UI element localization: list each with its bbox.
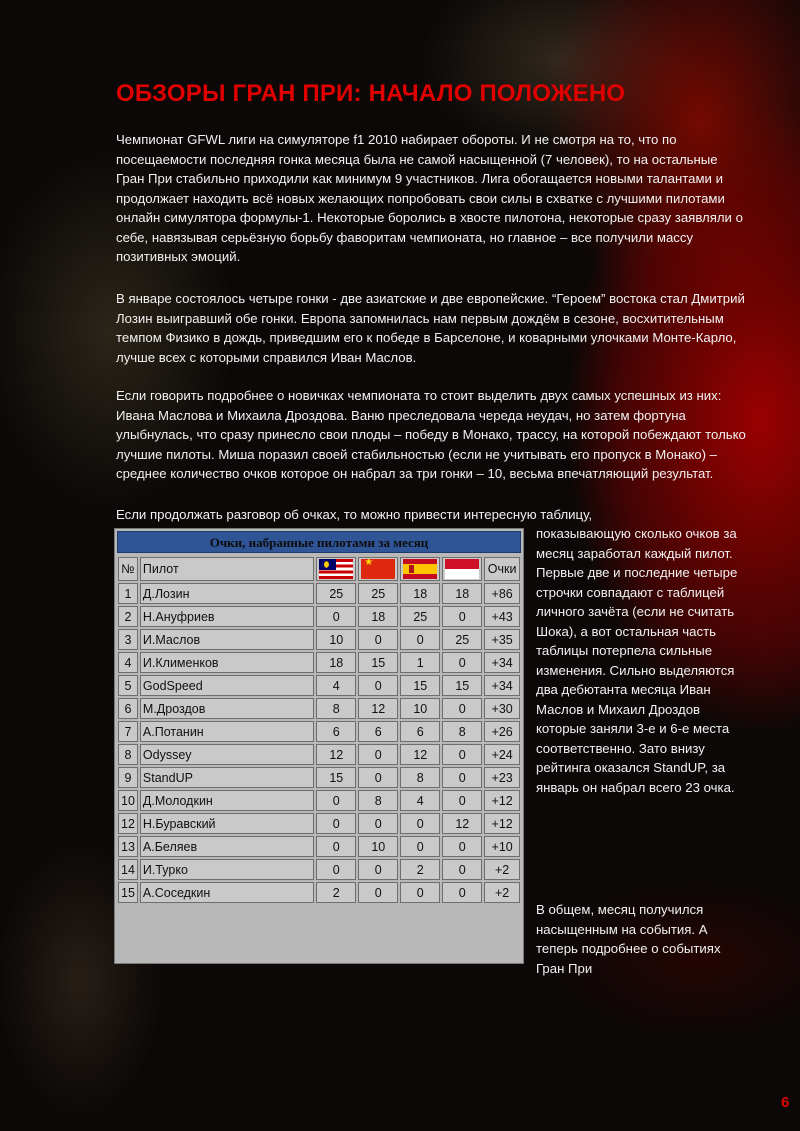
row-total: +10 bbox=[484, 836, 520, 857]
row-num: 12 bbox=[118, 813, 138, 834]
row-total: +26 bbox=[484, 721, 520, 742]
page-title: ОБЗОРЫ ГРАН ПРИ: НАЧАЛО ПОЛОЖЕНО bbox=[116, 80, 626, 107]
row-race-4: 0 bbox=[442, 744, 482, 765]
row-total: +86 bbox=[484, 583, 520, 604]
row-race-1: 2 bbox=[316, 882, 356, 903]
row-num: 4 bbox=[118, 652, 138, 673]
row-race-2: 18 bbox=[358, 606, 398, 627]
row-race-2: 0 bbox=[358, 629, 398, 650]
row-total: +23 bbox=[484, 767, 520, 788]
row-race-2: 0 bbox=[358, 744, 398, 765]
row-pilot: Н.Ануфриев bbox=[140, 606, 314, 627]
row-race-4: 12 bbox=[442, 813, 482, 834]
row-num: 3 bbox=[118, 629, 138, 650]
china-flag-icon bbox=[361, 559, 395, 579]
row-race-4: 25 bbox=[442, 629, 482, 650]
paragraph-3: Если говорить подробнее о новичках чемпионата то стоит выделить двух самых успешных из них: Ивана Маслова и Михаила Дроздова. Ваню преследовала череда неудач, но затем фортуна улыбнулась, что сразу принесло свои плоды – победу в Монако, трассу, на которой побеждают только лучшие пилоты. Миша поразил своей стабильностью (если не учитывать его пропуск в Монако) – среднее количество очков которое он набрал за три гонки – 10, весьма впечатляющий результат. bbox=[116, 388, 746, 481]
row-pilot: Д.Молодкин bbox=[140, 790, 314, 811]
malaysia-flag-icon bbox=[319, 559, 353, 579]
row-race-1: 10 bbox=[316, 629, 356, 650]
row-total: +34 bbox=[484, 652, 520, 673]
row-pilot: М.Дроздов bbox=[140, 698, 314, 719]
row-race-3: 10 bbox=[400, 698, 440, 719]
row-race-1: 6 bbox=[316, 721, 356, 742]
row-race-3: 1 bbox=[400, 652, 440, 673]
header-flag-monaco bbox=[442, 557, 482, 581]
row-race-1: 0 bbox=[316, 813, 356, 834]
row-race-3: 8 bbox=[400, 767, 440, 788]
table-row bbox=[118, 675, 520, 696]
row-race-2: 0 bbox=[358, 813, 398, 834]
row-race-1: 8 bbox=[316, 698, 356, 719]
row-num: 14 bbox=[118, 859, 138, 880]
row-total: +43 bbox=[484, 606, 520, 627]
row-race-3: 0 bbox=[400, 836, 440, 857]
row-race-4: 0 bbox=[442, 836, 482, 857]
page-number: 6 bbox=[781, 1094, 790, 1111]
row-num: 5 bbox=[118, 675, 138, 696]
row-total: +12 bbox=[484, 813, 520, 834]
row-total: +30 bbox=[484, 698, 520, 719]
monaco-flag-icon bbox=[445, 559, 479, 579]
row-race-2: 0 bbox=[358, 859, 398, 880]
row-total: +34 bbox=[484, 675, 520, 696]
table-row bbox=[118, 721, 520, 742]
table-header-row bbox=[118, 557, 520, 581]
row-race-3: 4 bbox=[400, 790, 440, 811]
row-race-2: 6 bbox=[358, 721, 398, 742]
row-race-4: 0 bbox=[442, 790, 482, 811]
row-race-1: 0 bbox=[316, 790, 356, 811]
row-total: +24 bbox=[484, 744, 520, 765]
row-race-4: 0 bbox=[442, 859, 482, 880]
row-pilot: И.Турко bbox=[140, 859, 314, 880]
row-race-1: 12 bbox=[316, 744, 356, 765]
table-row bbox=[118, 652, 520, 673]
row-pilot: А.Беляев bbox=[140, 836, 314, 857]
row-num: 10 bbox=[118, 790, 138, 811]
row-race-1: 0 bbox=[316, 836, 356, 857]
row-race-3: 6 bbox=[400, 721, 440, 742]
row-race-4: 0 bbox=[442, 606, 482, 627]
row-num: 2 bbox=[118, 606, 138, 627]
row-num: 7 bbox=[118, 721, 138, 742]
row-race-2: 0 bbox=[358, 675, 398, 696]
header-pilot: Пилот bbox=[140, 557, 314, 581]
paragraph-1: Чемпионат GFWL лиги на симуляторе f1 2010 набирает обороты. И не смотря на то, что по посещаемости последняя гонка месяца была не самой насыщенной (7 человек), то на остальные Гран При стабильно приходили как минимум 9 участников. Лига обогащается новыми талантами и продолжает находить всё новых желающих попробовать свои силы в схватке с лучшими пилотами онлайн симулятора формулы-1. Некоторые боролись в хвосте пилотона, некоторые сразу заявляли о себе, навязывая серьёзную борьбу фаворитам чемпионата, но главное – все получили массу позитивных эмоций. bbox=[116, 132, 743, 264]
row-num: 1 bbox=[118, 583, 138, 604]
row-pilot: Н.Буравский bbox=[140, 813, 314, 834]
row-race-3: 0 bbox=[400, 882, 440, 903]
table-row bbox=[118, 698, 520, 719]
table-row bbox=[118, 583, 520, 604]
row-pilot: А.Соседкин bbox=[140, 882, 314, 903]
row-race-4: 15 bbox=[442, 675, 482, 696]
table-row bbox=[118, 744, 520, 765]
row-race-1: 15 bbox=[316, 767, 356, 788]
row-race-4: 0 bbox=[442, 698, 482, 719]
row-pilot: StandUP bbox=[140, 767, 314, 788]
row-race-1: 0 bbox=[316, 606, 356, 627]
row-total: +2 bbox=[484, 882, 520, 903]
table-row bbox=[118, 767, 520, 788]
header-flag-malaysia bbox=[316, 557, 356, 581]
row-total: +12 bbox=[484, 790, 520, 811]
row-pilot: И.Маслов bbox=[140, 629, 314, 650]
row-race-4: 0 bbox=[442, 882, 482, 903]
row-race-2: 15 bbox=[358, 652, 398, 673]
table-row bbox=[118, 813, 520, 834]
side-text-1: показывающую сколько очков за месяц заработал каждый пилот. Первые две и последние четыре строчки совпадают с таблицей личного зачёта (если не считать Шока), а вот остальная часть таблицы потерпела сильные изменения. Сильно выделяются два дебютанта месяца Иван Маслов и Михаил Дроздов которые заняли 3-е и 6-е места соответственно. Зато внизу рейтинга оказался StandUP, за январь он набрал всего 23 очка. bbox=[536, 526, 738, 795]
row-pilot: Д.Лозин bbox=[140, 583, 314, 604]
row-race-3: 25 bbox=[400, 606, 440, 627]
table-row bbox=[118, 836, 520, 857]
side-text-2: В общем, месяц получился насыщенным на события. А теперь подробнее о событиях Гран При bbox=[536, 902, 721, 976]
table-row bbox=[118, 882, 520, 903]
row-race-4: 8 bbox=[442, 721, 482, 742]
row-race-1: 4 bbox=[316, 675, 356, 696]
row-pilot: GodSpeed bbox=[140, 675, 314, 696]
row-total: +2 bbox=[484, 859, 520, 880]
table-title: Очки, набранные пилотами за месяц bbox=[117, 531, 521, 553]
row-num: 15 bbox=[118, 882, 138, 903]
row-pilot: А.Потанин bbox=[140, 721, 314, 742]
row-race-4: 0 bbox=[442, 767, 482, 788]
row-race-4: 0 bbox=[442, 652, 482, 673]
header-flag-spain bbox=[400, 557, 440, 581]
spain-flag-icon bbox=[403, 559, 437, 579]
row-num: 8 bbox=[118, 744, 138, 765]
row-race-1: 18 bbox=[316, 652, 356, 673]
row-race-3: 0 bbox=[400, 813, 440, 834]
table-row bbox=[118, 859, 520, 880]
row-race-1: 25 bbox=[316, 583, 356, 604]
table-row bbox=[118, 629, 520, 650]
row-num: 6 bbox=[118, 698, 138, 719]
paragraph-2: В январе состоялось четыре гонки - две азиатские и две европейские. “Героем” востока стал Дмитрий Лозин выигравший обе гонки. Европа запомнилась нам первым дождём в сезоне, восхитительным темпом Физико в дождь, приведшим его к победе в Барселоне, и коварными улочками Монте-Карло, лучше всех с которыми справился Иван Маслов. bbox=[116, 291, 745, 365]
row-race-1: 0 bbox=[316, 859, 356, 880]
row-num: 9 bbox=[118, 767, 138, 788]
row-race-2: 25 bbox=[358, 583, 398, 604]
row-race-3: 2 bbox=[400, 859, 440, 880]
row-pilot: Odyssey bbox=[140, 744, 314, 765]
row-pilot: И.Клименков bbox=[140, 652, 314, 673]
row-race-3: 0 bbox=[400, 629, 440, 650]
paragraph-4: Если продолжать разговор об очках, то можно привести интересную таблицу, bbox=[116, 507, 593, 522]
row-race-3: 15 bbox=[400, 675, 440, 696]
row-race-2: 0 bbox=[358, 882, 398, 903]
row-num: 13 bbox=[118, 836, 138, 857]
points-table bbox=[114, 528, 524, 964]
header-num: № bbox=[118, 557, 138, 581]
row-race-3: 12 bbox=[400, 744, 440, 765]
table-row bbox=[118, 790, 520, 811]
header-flag-china bbox=[358, 557, 398, 581]
row-race-2: 8 bbox=[358, 790, 398, 811]
row-race-2: 10 bbox=[358, 836, 398, 857]
row-total: +35 bbox=[484, 629, 520, 650]
header-points: Очки bbox=[484, 557, 520, 581]
row-race-2: 12 bbox=[358, 698, 398, 719]
row-race-3: 18 bbox=[400, 583, 440, 604]
points-grid bbox=[116, 555, 522, 905]
row-race-2: 0 bbox=[358, 767, 398, 788]
table-row bbox=[118, 606, 520, 627]
row-race-4: 18 bbox=[442, 583, 482, 604]
